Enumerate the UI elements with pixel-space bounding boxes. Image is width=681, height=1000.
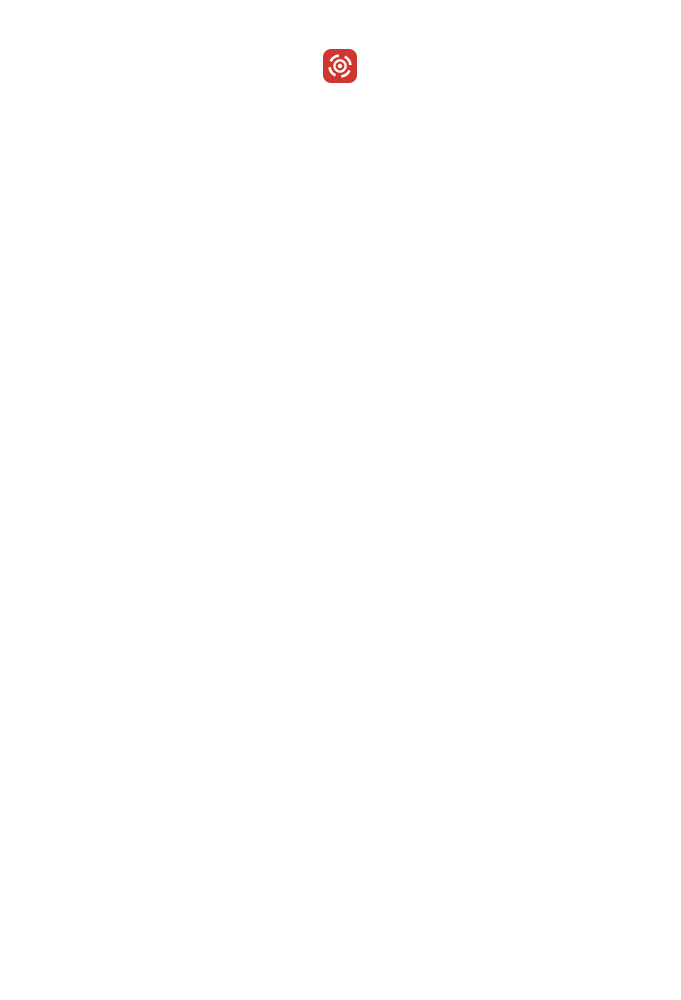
isbn-line bbox=[0, 858, 681, 874]
barcode-digits bbox=[271, 909, 423, 923]
cover-photo-credit bbox=[648, 676, 663, 920]
parenting-series-logo-icon bbox=[323, 49, 357, 83]
isbn-block bbox=[0, 858, 681, 920]
ean-barcode bbox=[271, 876, 423, 920]
